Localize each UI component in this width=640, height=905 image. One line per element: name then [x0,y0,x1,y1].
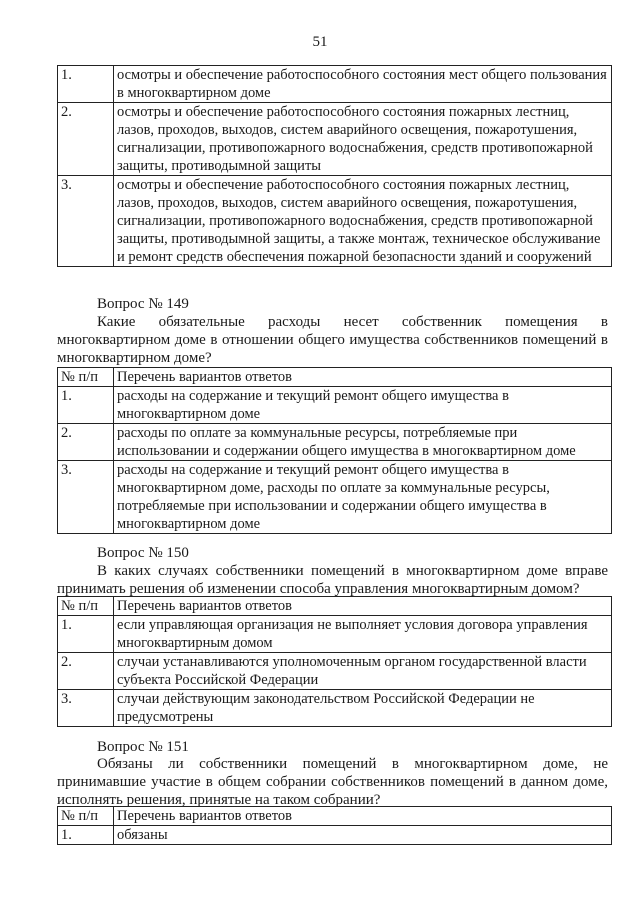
row-text: расходы по оплате за коммунальные ресурсы, потребляемые при использовании и содержании общего имущества в многоквартирном доме [114,424,612,461]
question-text: В каких случаях собственники помещений в многоквартирном доме вправе принимать решения об изменении способа управления многоквартирным домом? [57,563,608,597]
row-number: 3. [58,690,114,727]
row-number: 3. [58,176,114,267]
header-text: Перечень вариантов ответов [114,807,612,826]
answers-table [57,596,612,727]
question-text: Какие обязательные расходы несет собственник помещения в многоквартирном доме в отношении общего имущества собственников помещений в многоквартирном доме? [57,314,608,366]
question-text: Обязаны ли собственники помещений в многоквартирном доме, не принимавшие участие в общем собрании собственников помещений в данном доме, исполнять решения, принятые на таком собрании? [57,756,608,808]
table-header-row [58,368,612,387]
row-text: осмотры и обеспечение работоспособного состояния пожарных лестниц, лазов, проходов, выходов, систем аварийного освещения, пожаротушения, сигнализации, противопожарного водоснабжения, средств противопожарной защиты, противодымной защиты [114,103,612,176]
row-number: 3. [58,461,114,534]
header-number: № п/п [58,368,114,387]
question-title: Вопрос № 150 [97,545,189,561]
table-row [58,653,612,690]
table-row [58,387,612,424]
row-text: расходы на содержание и текущий ремонт общего имущества в многоквартирном доме [114,387,612,424]
row-number: 1. [58,66,114,103]
header-number: № п/п [58,807,114,826]
header-text: Перечень вариантов ответов [114,597,612,616]
row-text: случаи действующим законодательством Российской Федерации не предусмотрены [114,690,612,727]
row-number: 1. [58,616,114,653]
table-row [58,424,612,461]
table-row [58,616,612,653]
header-text: Перечень вариантов ответов [114,368,612,387]
answers-table-continued [57,65,612,267]
row-text: расходы на содержание и текущий ремонт общего имущества в многоквартирном доме, расходы по оплате за коммунальные ресурсы, потребляемые при использовании и содержании общего имущества в многоквартирном доме [114,461,612,534]
row-text: обязаны [114,826,612,845]
answers-table [57,806,612,845]
table-row [58,176,612,267]
row-number: 1. [58,387,114,424]
table-header-row [58,807,612,826]
table-row [58,826,612,845]
answers-table [57,367,612,534]
row-number: 2. [58,424,114,461]
row-text: если управляющая организация не выполняет условия договора управления многоквартирным домом [114,616,612,653]
question-title: Вопрос № 151 [97,739,189,755]
page-number: 51 [312,34,328,50]
table-row [58,461,612,534]
row-number: 1. [58,826,114,845]
row-text: осмотры и обеспечение работоспособного состояния пожарных лестниц, лазов, проходов, выходов, систем аварийного освещения, пожаротушения, сигнализации, противопожарного водоснабжения, средств противопожарной защиты, противодымной защиты, а также монтаж, техническое обслуживание и ремонт средств обеспечения пожарной безопасности зданий и сооружений [114,176,612,267]
table-header-row [58,597,612,616]
header-number: № п/п [58,597,114,616]
table-row [58,103,612,176]
question-title: Вопрос № 149 [97,296,189,312]
row-number: 2. [58,653,114,690]
table-row [58,690,612,727]
row-text: случаи устанавливаются уполномоченным органом государственной власти субъекта Российской Федерации [114,653,612,690]
row-number: 2. [58,103,114,176]
row-text: осмотры и обеспечение работоспособного состояния мест общего пользования в многоквартирном доме [114,66,612,103]
table-row [58,66,612,103]
